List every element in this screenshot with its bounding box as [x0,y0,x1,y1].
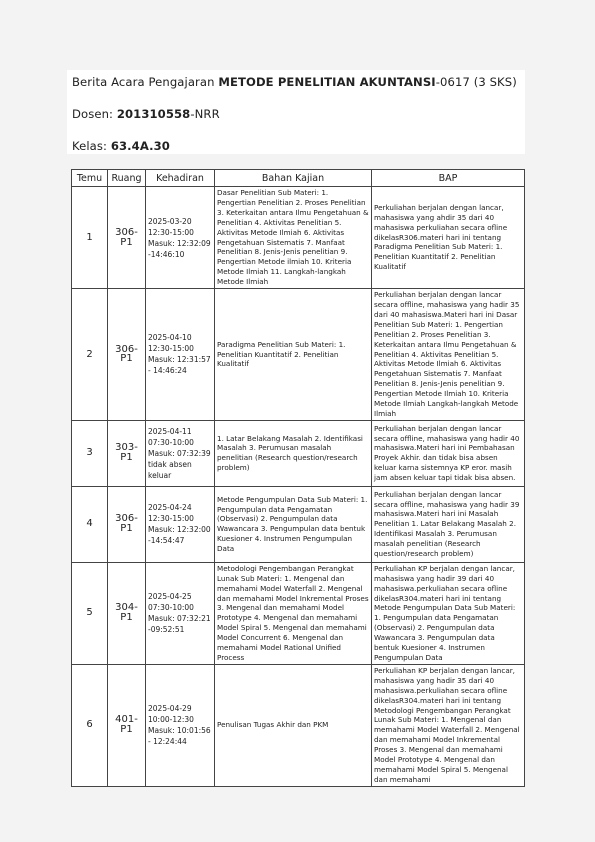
kelas-line [72,139,170,153]
cell-temu: 3 [72,420,108,486]
header-temu: Temu [72,170,108,187]
table-row [72,562,525,664]
dosen-id: 201310558 [116,107,191,121]
cell-ruang: 306-P1 [108,289,146,421]
table-row [72,486,525,562]
header-bahan-kajian: Bahan Kajian [215,170,372,187]
cell-kehadiran: 2025-04-11 07:30-10:00 Masuk: 07:32:39 tidak absen keluar [146,420,215,486]
kelas-value: 63.4A.30 [110,139,170,153]
cell-bap: Perkuliahan berjalan dengan lancar secara offline, mahasiswa yang hadir 39 mahasiswa.Materi hari ini Masalah Penelitian 1. Latar Belakang Masalah 2. Identifikasi Masalah 3. Perumusan masalah penelitian (Research question/research problem) [372,486,525,562]
course-suffix: -0617 (3 SKS) [435,75,517,89]
cell-kehadiran: 2025-04-10 12:30-15:00 Masuk: 12:31:57 - 14:46:24 [146,289,215,421]
title-prefix: Berita Acara Pengajaran [72,75,219,89]
cell-kehadiran: 2025-03-20 12:30-15:00 Masuk: 12:32:09 -14:46:10 [146,187,215,289]
cell-kehadiran: 2025-04-25 07:30-10:00 Masuk: 07:32:21 -09:52:51 [146,562,215,664]
cell-bahan-kajian: Metode Pengumpulan Data Sub Materi: 1. Pengumpulan data Pengamatan (Observasi) 2. Pengumpulan data Wawancara 3. Pengumpulan data bentuk Kuesioner 4. Instrumen Pengumpulan Data [215,486,372,562]
header-bap: BAP [372,170,525,187]
cell-ruang: 306-P1 [108,187,146,289]
cell-ruang: 306-P1 [108,486,146,562]
table-row [72,187,525,289]
dosen-line [72,107,220,121]
cell-bap: Perkuliahan berjalan dengan lancar secara offline, mahasiswa yang hadir 40 mahasiswa.Materi hari ini Pembahasan Proyek Akhir. dan tidak bisa absen keluar karna sistemnya KP eror. masih jam absen keluar tapi tidak bisa absen. [372,420,525,486]
table-row [72,289,525,421]
cell-ruang: 304-P1 [108,562,146,664]
cell-bahan-kajian: 1. Latar Belakang Masalah 2. Identifikasi Masalah 3. Perumusan masalah penelitian (Research question/research problem) [215,420,372,486]
table-row [72,420,525,486]
dosen-suffix: -NRR [190,107,220,121]
cell-bap: Perkuliahan KP berjalan dengan lancar, mahasiswa yang hadir 39 dari 40 mahasiswa.perkuliahan secara ofline dikelasR304.materi hari ini tentang Metode Pengumpulan Data Sub Materi: 1. Pengumpulan data Pengamatan (Observasi) 2. Pengumpulan data Wawancara 3. Pengumpulan data bentuk Kuesioner 4. Instrumen Pengumpulan Data [372,562,525,664]
header-ruang: Ruang [108,170,146,187]
cell-temu: 5 [72,562,108,664]
attendance-table [71,169,525,787]
kelas-label: Kelas: [72,139,111,153]
dosen-label: Dosen: [72,107,117,121]
cell-bap: Perkuliahan berjalan dengan lancar, mahasiswa yang ahdir 35 dari 40 mahasiswa perkuliahan secara ofline dikelasR306.materi hari ini tentang Paradigma Penelitian Sub Materi: 1. Penelitian Kuantitatif 2. Penelitian Kualitatif [372,187,525,289]
header-kehadiran: Kehadiran [146,170,215,187]
cell-bahan-kajian: Penulisan Tugas Akhir dan PKM [215,664,372,786]
cell-temu: 6 [72,664,108,786]
course-name: METODE PENELITIAN AKUNTANSI [218,75,436,89]
cell-ruang: 303-P1 [108,420,146,486]
cell-ruang: 401-P1 [108,664,146,786]
cell-temu: 2 [72,289,108,421]
cell-temu: 4 [72,486,108,562]
report-title [72,75,517,89]
cell-kehadiran: 2025-04-24 12:30-15:00 Masuk: 12:32:00 -14:54:47 [146,486,215,562]
table-header-row [72,170,525,187]
report-header [67,70,525,154]
cell-bahan-kajian: Metodologi Pengembangan Perangkat Lunak Sub Materi: 1. Mengenal dan memahami Model Waterfall 2. Mengenal dan memahami Model Inkremental Proses 3. Mengenal dan memahami Model Prototype 4. Mengenal dan memahami Model Spiral 5. Mengenal dan memahami Model Concurrent 6. Mengenal dan memahami Model Rational Unified Process [215,562,372,664]
cell-bap: Perkuliahan berjalan dengan lancar secara offline, mahasiswa yang hadir 35 dari 40 mahasiswa.Materi hari ini Dasar Penelitian Sub Materi: 1. Pengertian Penelitian 2. Proses Penelitian 3. Keterkaitan antara Ilmu Pengetahuan & Penelitian 4. Aktivitas Penelitian 5. Aktivitas Metode Ilmiah 6. Aktivitas Pengetahuan Sistematis 7. Manfaat Penelitian 8. Jenis-Jenis penelitian 9. Pengertian Metode Ilmiah 10. Kriteria Metode Ilmiah Langkah-langkah Metode Ilmiah [372,289,525,421]
table-row [72,664,525,786]
cell-bahan-kajian: Dasar Penelitian Sub Materi: 1. Pengertian Penelitian 2. Proses Penelitian 3. Keterkaitan antara Ilmu Pengetahuan & Penelitian 4. Aktivitas Penelitian 5. Aktivitas Metode Ilmiah 6. Aktivitas Pengetahuan Sistematis 7. Manfaat Penelitian 8. Jenis-Jenis penelitian 9. Pengertian Metode ilmiah 10. Kriteria Metode Ilmiah 11. Langkah-langkah Metode Ilmiah [215,187,372,289]
cell-bahan-kajian: Paradigma Penelitian Sub Materi: 1. Penelitian Kuantitatif 2. Penelitian Kualitatif [215,289,372,421]
cell-bap: Perkuliahan KP berjalan dengan lancar, mahasiswa yang hadir 35 dari 40 mahasiswa.perkuliahan secara ofline dikelasR304.materi hari ini tentang Metodologi Pengembangan Perangkat Lunak Sub Materi: 1. Mengenal dan memahami Model Waterfall 2. Mengenal dan memahami Model Inkremental Proses 3. Mengenal dan memahami Model Prototype 4. Mengenal dan memahami Model Spiral 5. Mengenal dan memahami [372,664,525,786]
cell-kehadiran: 2025-04-29 10:00-12:30 Masuk: 10:01:56 - 12:24:44 [146,664,215,786]
cell-temu: 1 [72,187,108,289]
